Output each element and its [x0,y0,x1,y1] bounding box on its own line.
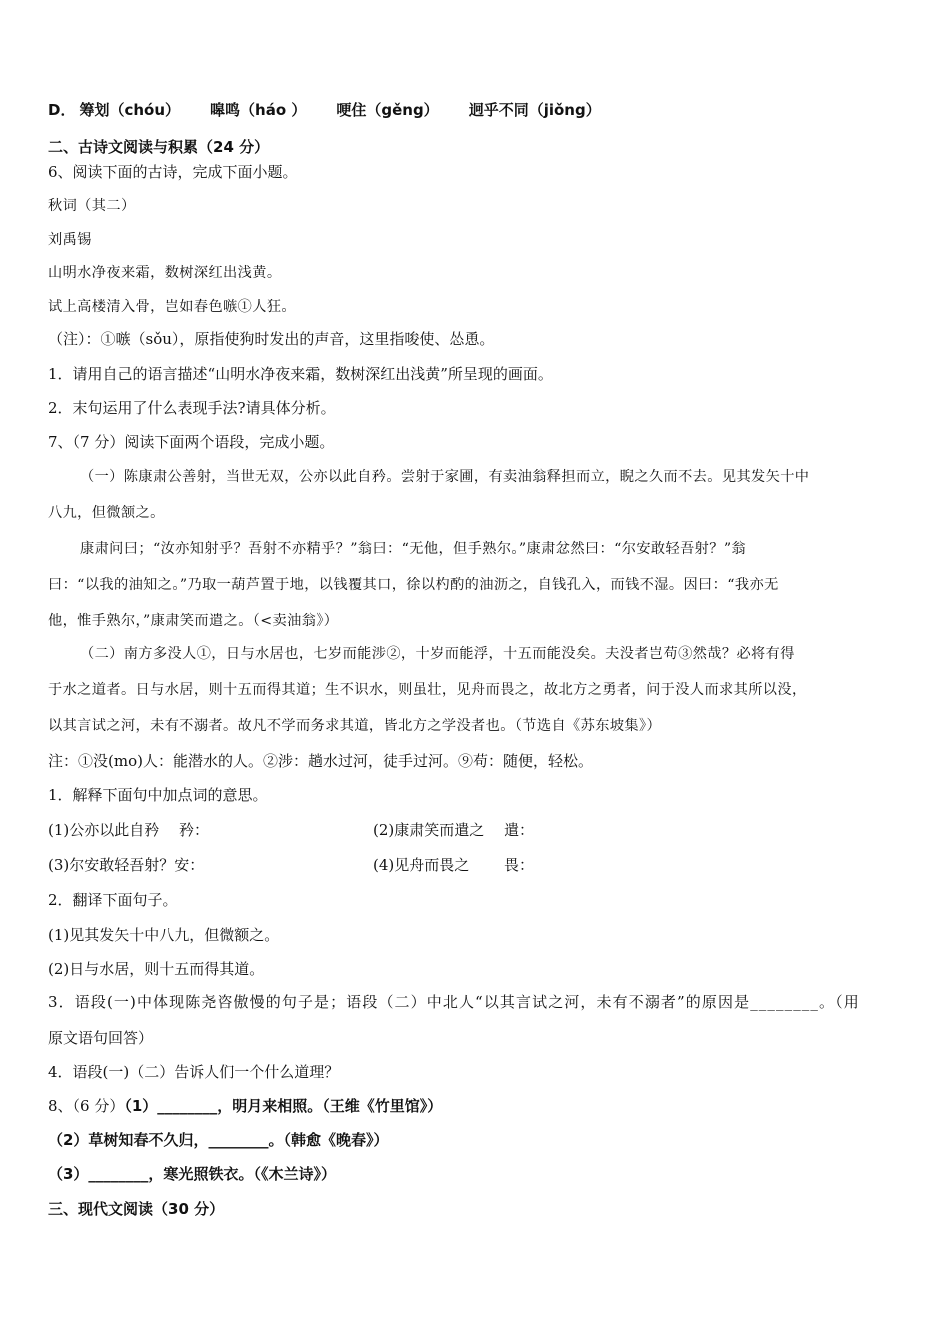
q8-blank-1: （1）________，明月来相照。（王维《竹里馆》） [124,1097,443,1115]
passage-1-line: 他，惟手熟尔，”康肃笑而遣之。（<卖油翁》） [48,613,339,629]
option-d-item: 迥乎不同（jiǒng） [468,101,601,119]
vocab-item: (1)公亦以此自矜 矜： [48,821,210,839]
q8-line [48,1095,910,1117]
translate-item: (2)日与水居，则十五而得其道。 [48,960,265,978]
passage-1-line: 曰：“以我的油知之。”乃取一葫芦置于地，以钱覆其口，徐以杓酌的油沥之，自钱孔入，而钱不湿。因曰：“我亦无 [48,577,779,593]
passage-2-line: 以其言试之河，未有不溺者。故凡不学而务求其道，皆北方之学没者也。（节选自《苏东坡集》） [48,718,662,734]
q7-note: 注：①没(mo)人：能潜水的人。②涉：趟水过河，徒手过河。⑨苟：随便，轻松。 [48,752,593,770]
passage-1-line: 康肃问曰；“汝亦知射乎？吾射不亦精乎？”翁曰：“无他，但手熟尔。”康肃忿然曰：“尔安敢轻吾射？”翁 [80,541,747,557]
q8-line: （3）________，寒光照铁衣。（《木兰诗》） [48,1165,336,1183]
option-d-item: 筹划（chóu） [79,101,181,119]
vocab-item: (3)尔安敢轻吾射？安： [48,856,205,874]
q7-sub-question: 原文语句回答） [48,1029,154,1047]
poem-line: 山明水净夜来霜，数树深红出浅黄。 [48,265,282,281]
option-d-item: 嗥鸣（háo ） [210,101,307,119]
passage-1-line: 八九，但微颔之。 [48,505,165,521]
q7-sub-question: 4．语段(一)（二）告诉人们一个什么道理？ [48,1063,340,1081]
q6-note: （注）：①嗾（sǒu），原指使狗时发出的声音，这里指唆使、怂恿。 [48,330,495,348]
option-d-row [48,99,910,121]
poem-title: 秋词（其二） [48,198,136,214]
vocab-item: (4)见舟而畏之 畏： [373,856,535,874]
passage-1-line: （一）陈康肃公善射，当世无双，公亦以此自矜。尝射于家圃，有卖油翁释担而立，睨之久而不去。见其发矢十中 [80,469,810,485]
q7-sub-question: 1．解释下面句中加点词的意思。 [48,786,268,804]
vocab-row [48,854,910,876]
q7-intro: 7、（7 分）阅读下面两个语段，完成小题。 [48,433,335,451]
passage-2-line: （二）南方多没人①，日与水居也，七岁而能涉②，十岁而能浮，十五而能没矣。夫没者岂苟③然哉？必将有得 [80,646,795,662]
q6-sub-question: 1．请用自己的语言描述“山明水净夜来霜，数树深红出浅黄”所呈现的画面。 [48,365,553,383]
section-2-heading: 二、古诗文阅读与积累（24 分） [48,138,270,156]
q6-sub-question: 2．末句运用了什么表现手法?请具体分析。 [48,399,336,417]
passage-2-line: 于水之道者。日与水居，则十五而得其道；生不识水，则虽壮，见舟而畏之，故北方之勇者，问于没人而求其所以没， [48,682,807,698]
poem-author: 刘禹锡 [48,232,92,248]
vocab-item: (2)康肃笑而遣之 遣： [373,821,535,839]
q7-sub-question: 2．翻译下面句子。 [48,891,178,909]
q8-prefix: 8、（6 分） [48,1097,125,1115]
option-d-item: 哽住（gěng） [336,101,439,119]
option-d-label: D． [48,101,76,119]
poem-line: 试上高楼清入骨，岂如春色嗾①人狂。 [48,299,296,315]
translate-item: (1)见其发矢十中八九，但微额之。 [48,926,280,944]
vocab-row [48,819,910,841]
q6-intro: 6、阅读下面的古诗，完成下面小题。 [48,163,298,181]
section-3-heading: 三、现代文阅读（30 分） [48,1200,225,1218]
q8-line: （2）草树知春不久归，________。（韩愈《晚春》） [48,1131,389,1149]
q7-sub-question: 3．语段(一)中体现陈尧咨傲慢的句子是；语段（二）中北人“以其言试之河，未有不溺者”的原因是________。（用 [48,993,860,1011]
